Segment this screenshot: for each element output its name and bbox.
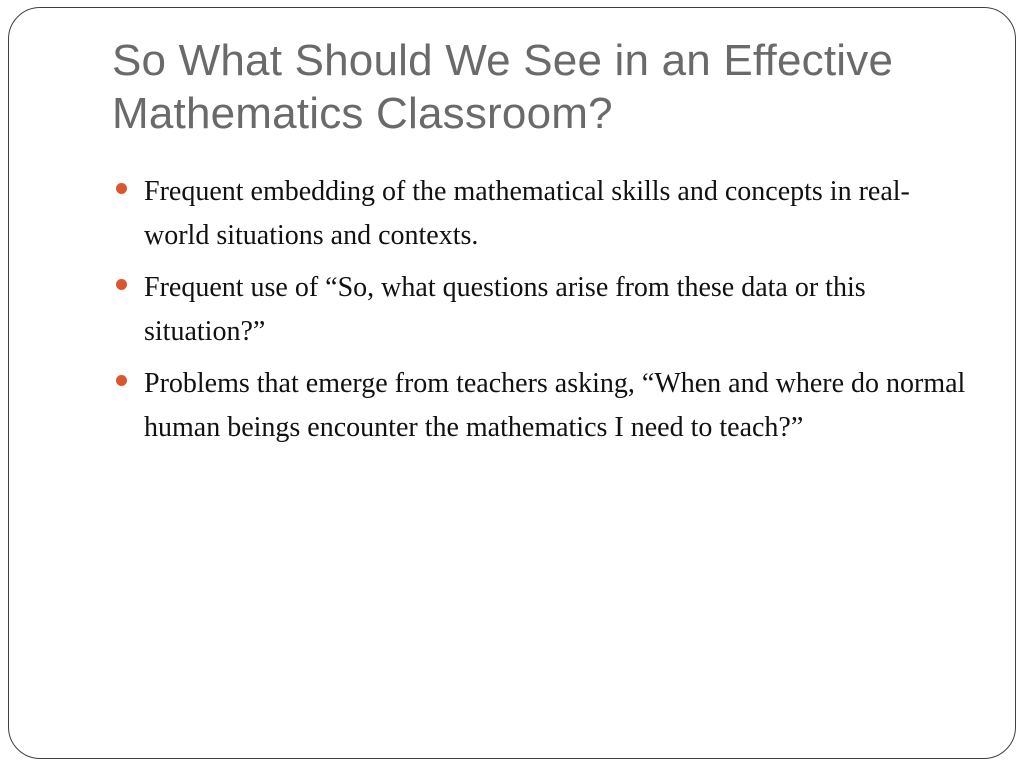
bullet-text: Problems that emerge from teachers asking, “When and where do normal human beings encounter the mathematics I need to teach?” — [144, 368, 966, 443]
bullet-item — [112, 170, 972, 258]
bullet-text: Frequent use of “So, what questions arise from these data or this situation?” — [144, 272, 866, 347]
bullet-text: Frequent embedding of the mathematical skills and concepts in real-world situations and contexts. — [144, 176, 910, 251]
bullet-dot-icon — [116, 279, 127, 290]
bullet-dot-icon — [116, 375, 127, 386]
bullet-list — [112, 170, 972, 458]
bullet-item — [112, 266, 972, 354]
bullet-item — [112, 362, 972, 450]
bullet-dot-icon — [116, 183, 127, 194]
slide-title: So What Should We See in an Effective Mathematics Classroom? — [112, 36, 894, 138]
